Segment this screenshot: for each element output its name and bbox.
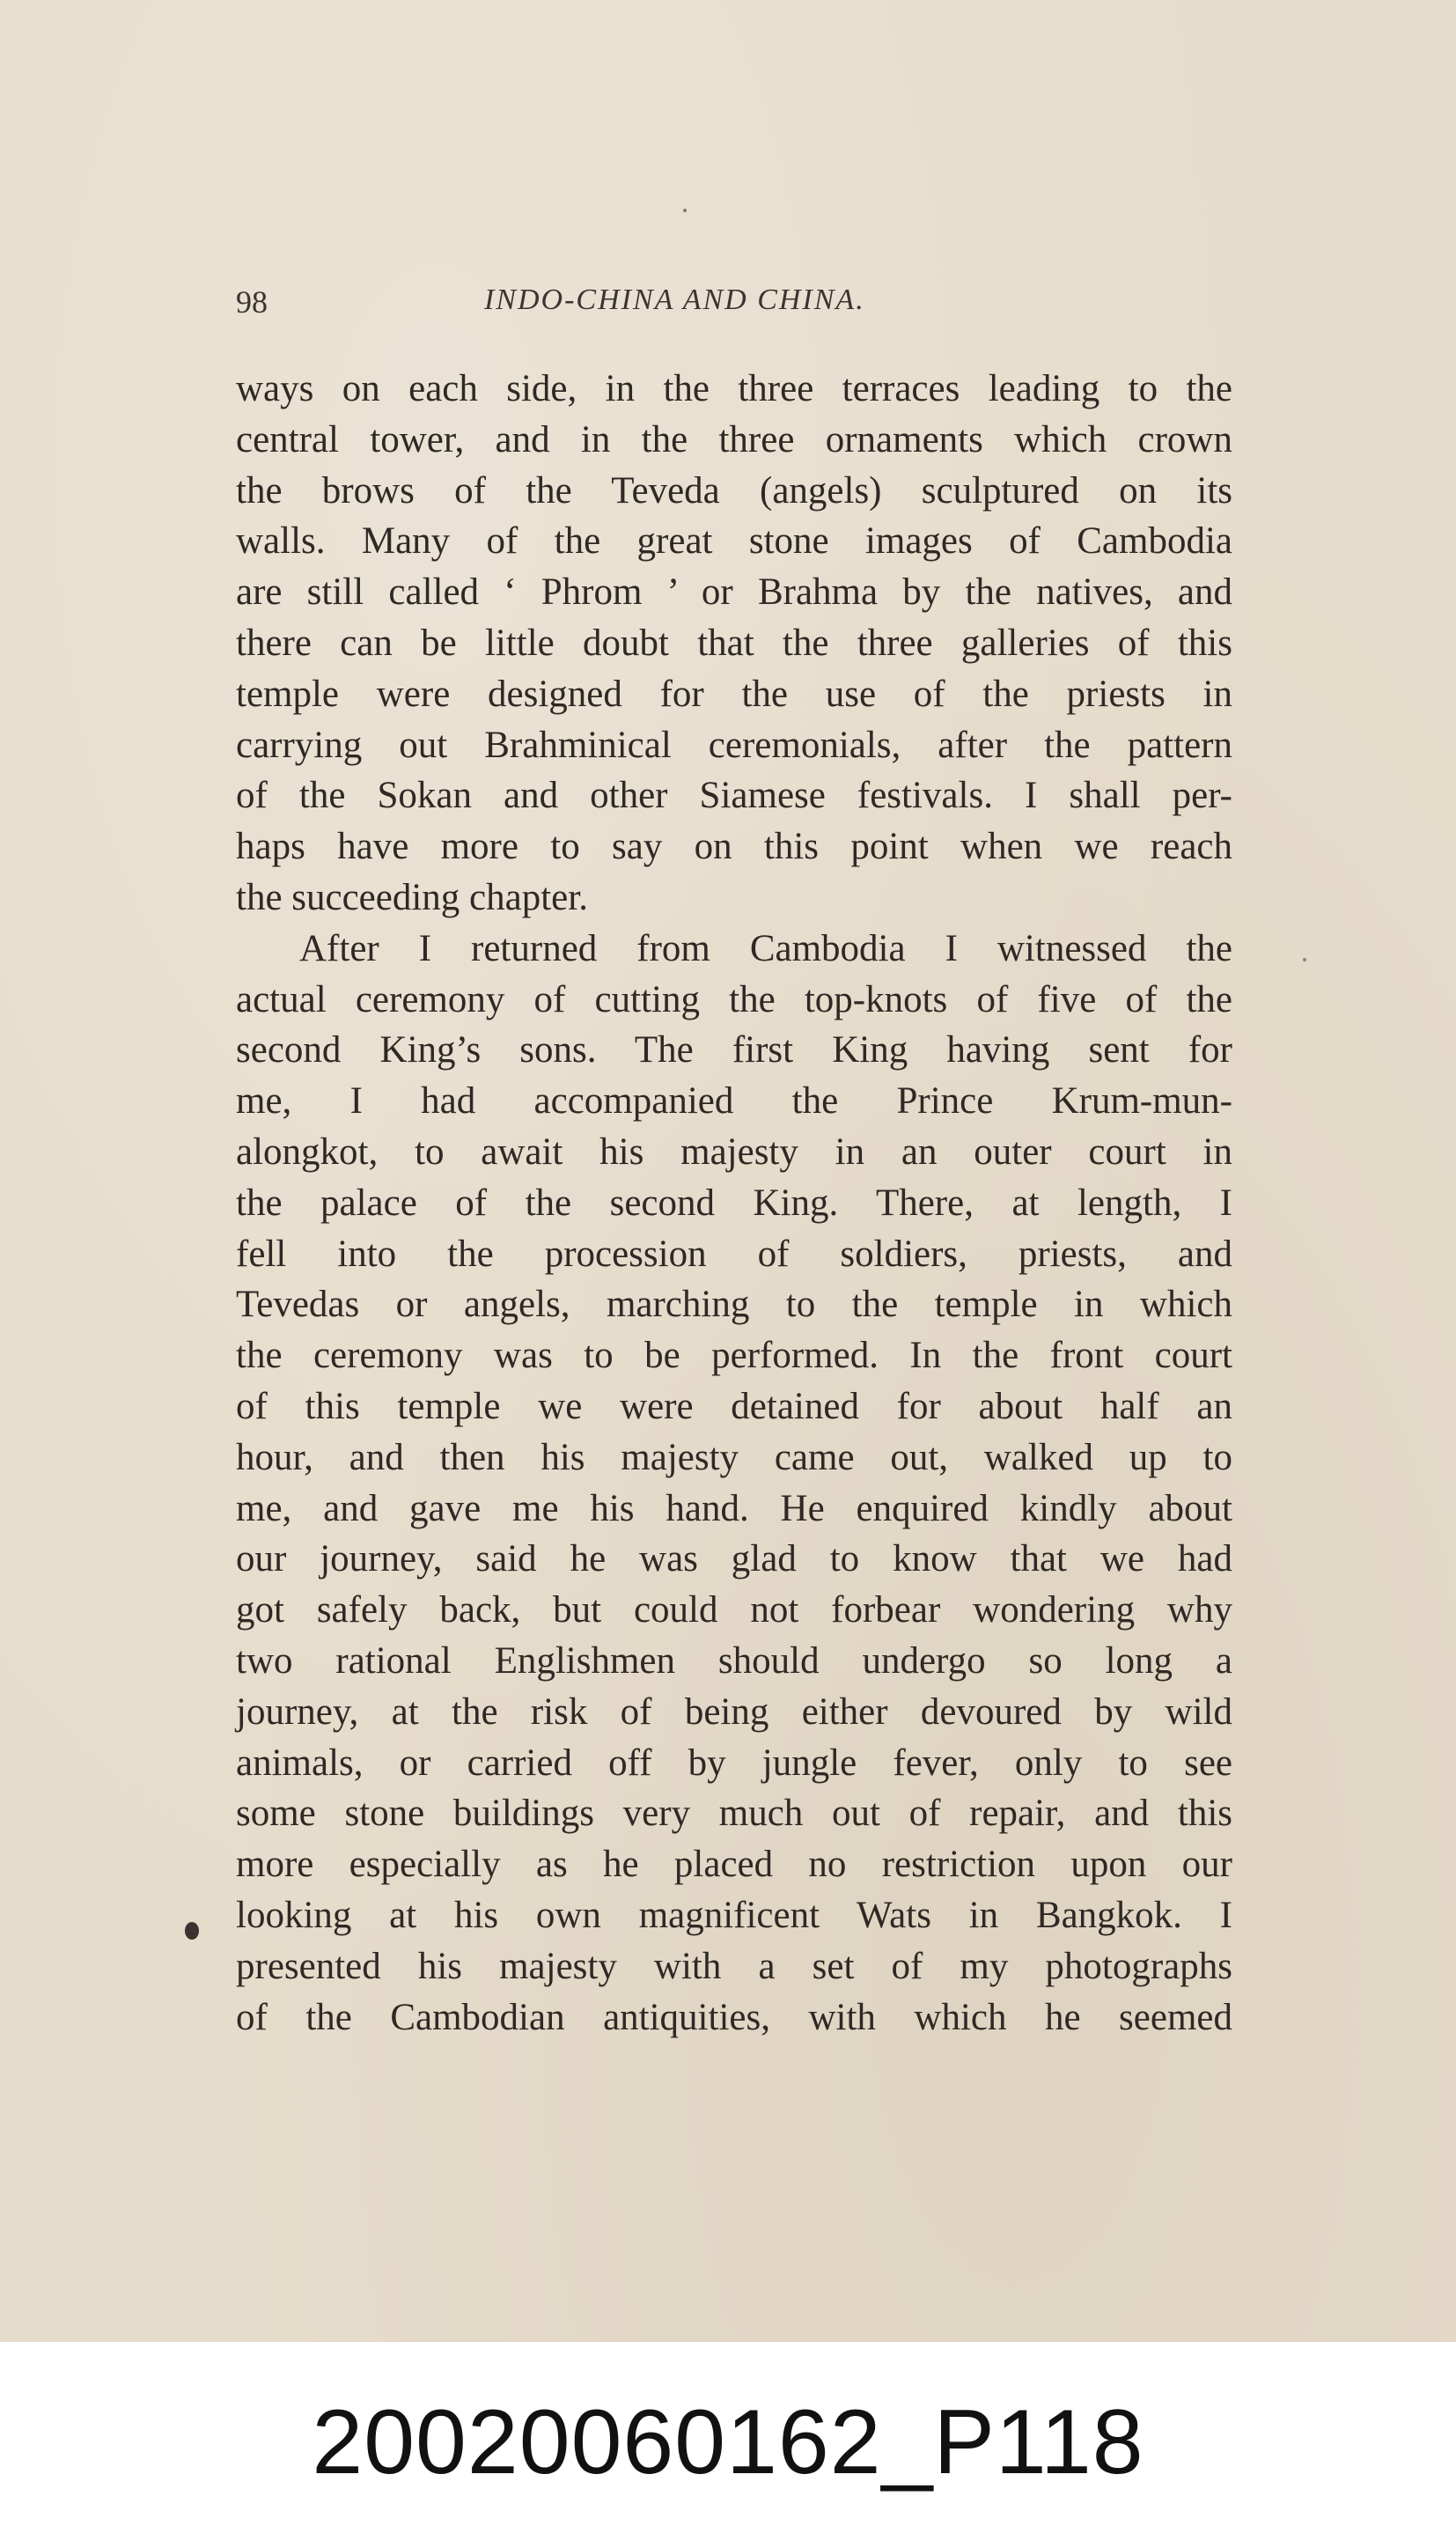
text-line: alongkot, to await his majesty in an outer court in [236, 1130, 1232, 1173]
text-line: me, I had accompanied the Prince Krum-mun- [236, 1080, 1232, 1123]
running-head [236, 284, 1232, 328]
text-line: the succeeding chapter. [236, 876, 588, 918]
text-line: the brows of the Teveda (angels) sculptured on its [236, 469, 1232, 512]
text-line: After I returned from Cambodia I witnessed the [299, 927, 1232, 969]
text-line: me, and gave me his hand. He enquired kindly about [236, 1487, 1232, 1529]
text-line: actual ceremony of cutting the top-knots of five of the [236, 978, 1232, 1020]
text-line: there can be little doubt that the three galleries of this [236, 622, 1232, 664]
text-line: some stone buildings very much out of repair, and this [236, 1793, 1232, 1835]
text-line: walls. Many of the great stone images of Cambodia [236, 520, 1232, 563]
text-line: of the Cambodian antiquities, with which he seemed [236, 1996, 1232, 2038]
text-line: are still called ‘ Phrom ’ or Brahma by the natives, and [236, 571, 1232, 614]
text-line: more especially as he placed no restriction upon our [236, 1844, 1232, 1886]
dust-speck [1303, 958, 1306, 961]
text-line: central tower, and in the three ornaments which crown [236, 418, 1232, 460]
text-line: second King’s sons. The first King having sent for [236, 1029, 1232, 1071]
text-line: two rational Englishmen should undergo so long a [236, 1639, 1232, 1682]
text-line: Tevedas or angels, marching to the temple in which [236, 1284, 1232, 1326]
text-line: temple were designed for the use of the priests in [236, 673, 1232, 715]
text-line: got safely back, but could not forbear wondering why [236, 1589, 1232, 1631]
text-line: of this temple we were detained for about half an [236, 1385, 1232, 1427]
text-line: the palace of the second King. There, at length, I [236, 1182, 1232, 1224]
body-text [236, 364, 1232, 2043]
text-line: ways on each side, in the three terraces leading to the [236, 368, 1232, 409]
text-line: looking at his own magnificent Wats in Bangkok. I [236, 1894, 1232, 1936]
text-line: presented his majesty with a set of my photographs [236, 1945, 1232, 1987]
text-line: our journey, said he was glad to know that we had [236, 1538, 1232, 1580]
page-number: 98 [236, 284, 268, 320]
ink-speck [185, 1922, 199, 1940]
text-line: journey, at the risk of being either devoured by wild [236, 1690, 1232, 1733]
text-line: of the Sokan and other Siamese festivals. I shall per- [236, 775, 1232, 817]
text-line: hour, and then his majesty came out, walked up to [236, 1436, 1232, 1478]
text-line: the ceremony was to be performed. In the front court [236, 1335, 1232, 1377]
dust-speck [683, 209, 687, 212]
text-line: fell into the procession of soldiers, priests, and [236, 1233, 1232, 1275]
text-line: haps have more to say on this point when we reach [236, 826, 1232, 868]
paragraph [236, 924, 1232, 2044]
text-line: carrying out Brahminical ceremonials, after the pattern [236, 724, 1232, 766]
running-head-title: INDO-CHINA AND CHINA. [484, 284, 865, 316]
image-caption: 20020060162_P118 [312, 2391, 1144, 2493]
paragraph [236, 364, 1232, 924]
text-line: animals, or carried off by jungle fever, only to see [236, 1742, 1232, 1784]
